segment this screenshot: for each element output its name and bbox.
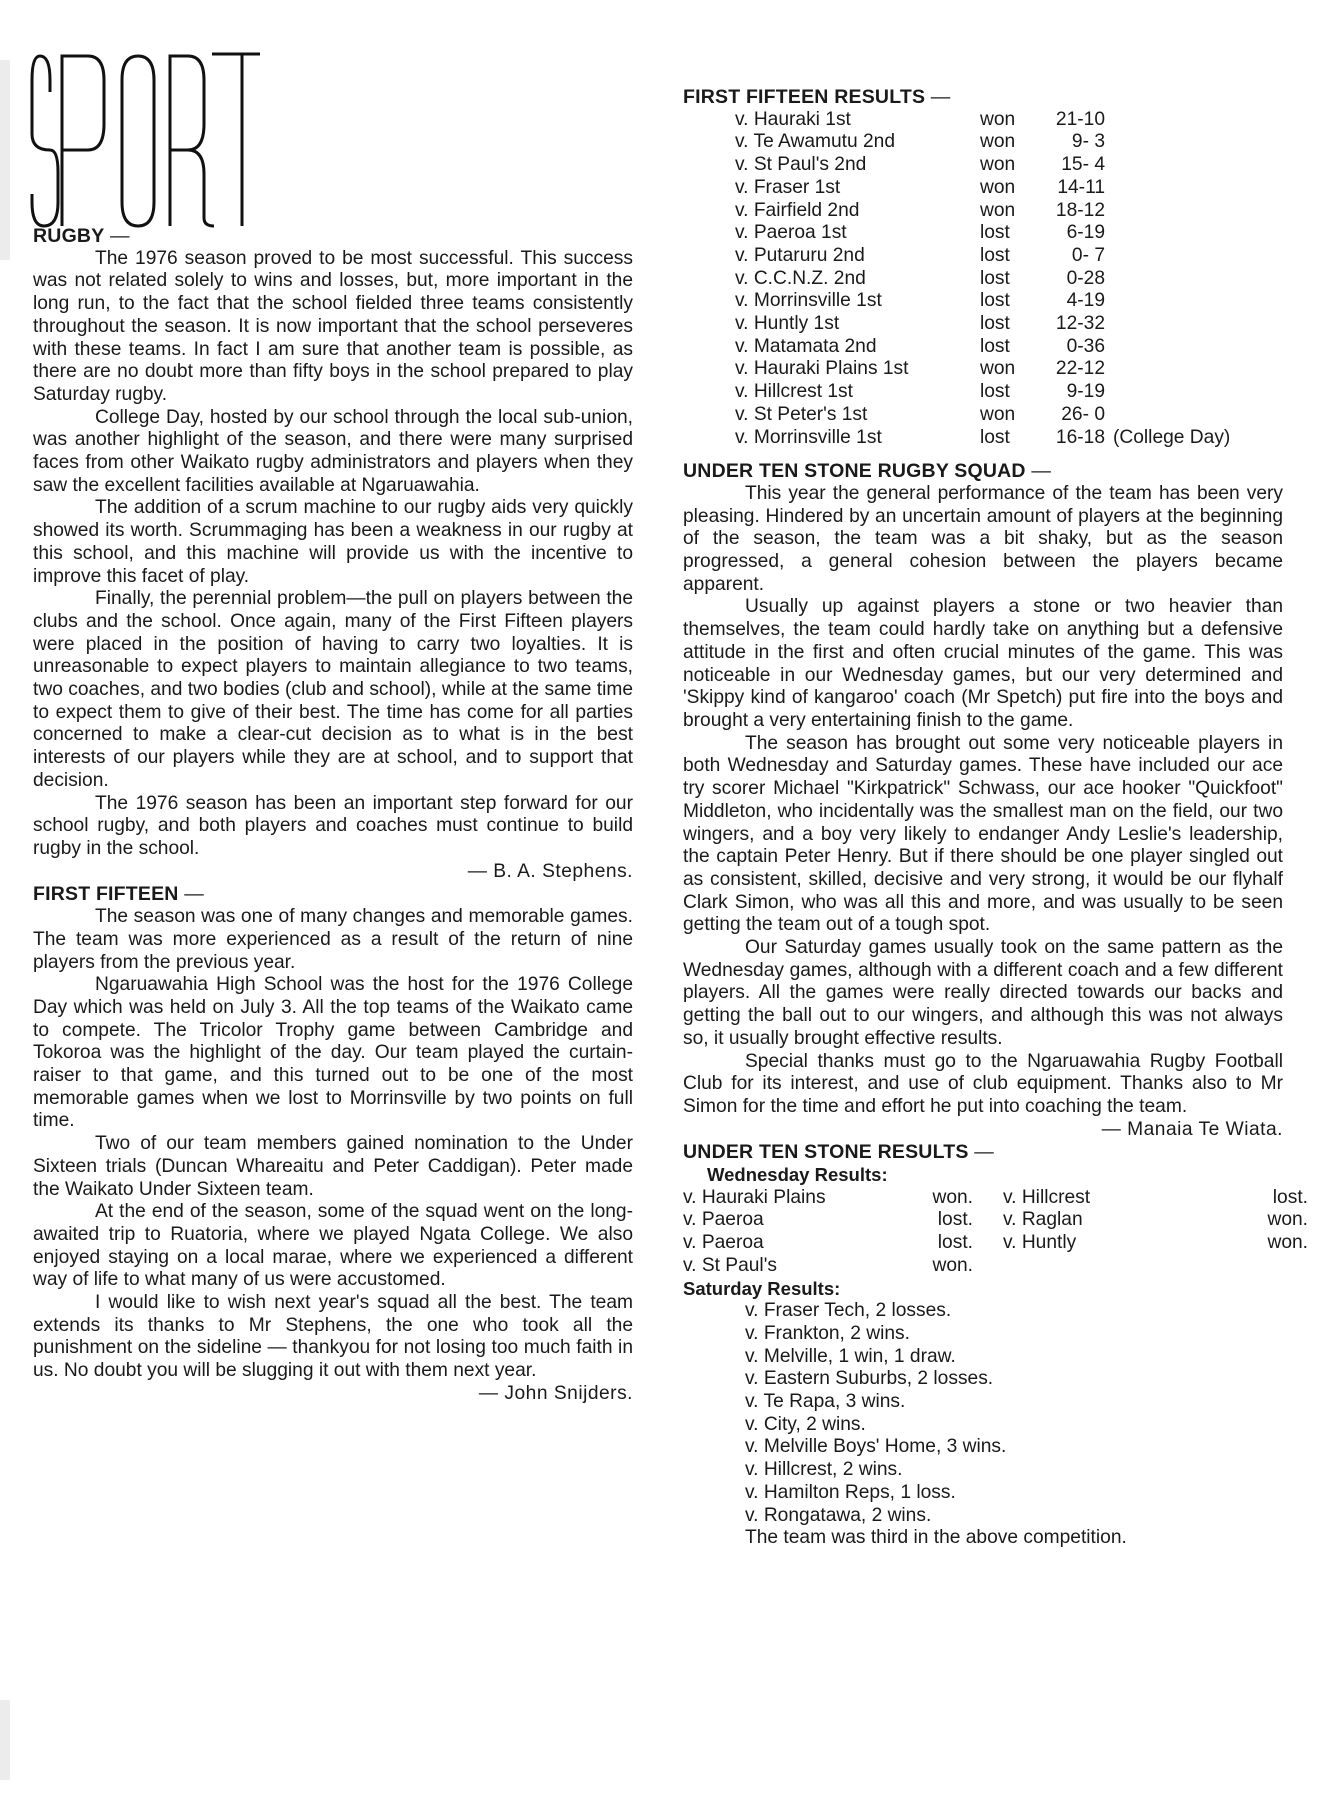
- opponent: v. Paeroa: [683, 1209, 764, 1231]
- saturday-results-list: [683, 1300, 1283, 1527]
- first-fifteen-heading: FIRST FIFTEEN —: [33, 883, 633, 906]
- result-row: [683, 381, 1283, 404]
- list-item: v. Frankton, 2 wins.: [745, 1322, 910, 1344]
- score: 0-28: [1066, 267, 1105, 289]
- result-row: [683, 336, 1283, 359]
- result-row: [683, 268, 1283, 291]
- score: 14-11: [1057, 176, 1105, 198]
- rugby-heading: RUGBY —: [33, 225, 633, 248]
- result-row: [683, 200, 1283, 223]
- first-fifteen-results-heading: FIRST FIFTEEN RESULTS —: [683, 86, 1283, 109]
- opponent: v. St Peter's 1st: [735, 403, 868, 425]
- score: 26- 0: [1061, 403, 1105, 425]
- first-fifteen-paragraph: I would like to wish next year's squad all the best. The team extends its thanks to Mr Stephens, the one who took all the punishment on the sideline — thankyou for not losing too much faith in us. No doubt you will be slugging it out with them next year.: [33, 1292, 633, 1382]
- opponent: v. Fairfield 2nd: [735, 199, 860, 221]
- opponent: v. Huntly: [1003, 1232, 1077, 1254]
- opponent: v. St Paul's 2nd: [735, 154, 867, 176]
- result: won.: [1267, 1209, 1308, 1231]
- list-item: v. Te Rapa, 3 wins.: [745, 1391, 906, 1413]
- result: lost: [980, 290, 1010, 312]
- left-column: [33, 225, 633, 1406]
- opponent: v. Morrinsville 1st: [735, 290, 882, 312]
- result: won: [980, 108, 1016, 130]
- score: 22-12: [1055, 358, 1105, 380]
- rugby-paragraph: The 1976 season proved to be most successful. This success was not related solely to wins and losses, but, more important in the long run, to the fact that the school fielded three teams consistently throughout the season. It is now important that the school perseveres with these teams. In fact I am sure that another team is possible, as there are no doubt more than fifty boys in the school prepared to play Saturday rugby.: [33, 247, 633, 405]
- opponent: v. Matamata 2nd: [735, 335, 877, 357]
- score: 4-19: [1066, 290, 1105, 312]
- result-row: [683, 404, 1283, 427]
- result-row: [683, 358, 1283, 381]
- result: lost: [980, 244, 1010, 266]
- result-row: [683, 427, 1283, 450]
- opponent: v. St Paul's: [683, 1254, 777, 1276]
- first-fifteen-paragraph: Ngaruawahia High School was the host for the 1976 College Day which was held on July 3. All the top teams of the Waikato came to compete. The Tricolor Trophy game between Cambridge and Tokoroa was the highlight of the day. Our team played the curtain-raiser to that game, and this turned out to be one of the most memorable games when we lost to Morrinsville by two points on full time.: [33, 974, 633, 1132]
- list-item: v. Fraser Tech, 2 losses.: [745, 1300, 952, 1322]
- result-row: [683, 245, 1283, 268]
- first-fifteen-paragraph: The season was one of many changes and memorable games. The team was more experienced as a result of the return of nine players from the previous year.: [33, 906, 633, 973]
- wednesday-results-table: [683, 1186, 1308, 1278]
- first-fifteen-results-table: [683, 109, 1283, 450]
- list-item: v. Melville, 1 win, 1 draw.: [745, 1345, 956, 1367]
- list-item: v. Hillcrest, 2 wins.: [745, 1459, 903, 1481]
- opponent: v. Paeroa 1st: [735, 222, 847, 244]
- opponent: v. Te Awamutu 2nd: [735, 131, 895, 153]
- right-column: [683, 86, 1308, 1550]
- rugby-paragraph: The 1976 season has been an important step forward for our school rugby, and both players and coaches must continue to build rugby in the school.: [33, 792, 633, 859]
- under-ten-stone-paragraph: This year the general performance of the team has been very pleasing. Hindered by an uncertain amount of players at the beginning of the season, the team was a bit shaky, but as the season progressed, a general cohesion between the players became apparent.: [683, 482, 1283, 595]
- result: won: [980, 199, 1016, 221]
- under-ten-stone-paragraph: Our Saturday games usually took on the same pattern as the Wednesday games, although with a different coach and a few different players. All the games were really directed towards our backs and getting the ball out to our wingers, and although this was not always so, it usually brought effective results.: [683, 937, 1283, 1049]
- result-row: [683, 109, 1283, 132]
- result-row: [683, 313, 1283, 336]
- result: lost: [980, 267, 1010, 289]
- result-row: [683, 154, 1283, 177]
- score: 0-36: [1066, 335, 1105, 357]
- opponent: v. Hillcrest: [1003, 1186, 1091, 1208]
- scan-edge: [0, 60, 10, 260]
- result: won: [980, 131, 1016, 153]
- closing-note: The team was third in the above competition.: [745, 1527, 1127, 1549]
- result: won: [980, 403, 1016, 425]
- sport-masthead: [30, 52, 260, 230]
- result: lost: [980, 335, 1010, 357]
- result: lost.: [937, 1209, 973, 1231]
- result-row: [683, 131, 1283, 154]
- result: won.: [1267, 1232, 1308, 1254]
- result: lost: [980, 222, 1010, 244]
- under-ten-stone-paragraph: Usually up against players a stone or two heavier than themselves, the team could hardly take on anything but a defensive attitude in the first and often crucial minutes of the game. This was noticeable in our Wednesday games, but our very determined and 'Skippy kind of kangaroo' coach (Mr Spetch) put fire into the boys and brought a very entertaining finish to the game.: [683, 596, 1283, 731]
- saturday-results-label: Saturday Results:: [683, 1277, 841, 1299]
- score: 6-19: [1066, 222, 1105, 244]
- under-ten-stone-results-heading: UNDER TEN STONE RESULTS —: [683, 1141, 1283, 1164]
- opponent: v. Raglan: [1003, 1209, 1083, 1231]
- opponent: v. C.C.N.Z. 2nd: [735, 267, 866, 289]
- result: lost: [980, 426, 1010, 448]
- result: won: [980, 358, 1016, 380]
- first-fifteen-signature: — John Snijders.: [478, 1382, 633, 1404]
- result-row: [683, 290, 1283, 313]
- score: 18-12: [1055, 199, 1105, 221]
- result: won.: [932, 1186, 973, 1208]
- under-ten-stone-paragraph: Special thanks must go to the Ngaruawahia Rugby Football Club for its interest, and use of club equipment. Thanks also to Mr Simon for the time and effort he put into coaching the team.: [683, 1050, 1283, 1117]
- note: (College Day): [1113, 426, 1231, 448]
- list-item: v. Eastern Suburbs, 2 losses.: [745, 1368, 994, 1390]
- sport-title-lettering: [30, 52, 260, 230]
- under-ten-stone-paragraph: The season has brought out some very noticeable players in both Wednesday and Saturday games. These have included our ace try scorer Michael "Kirkpatrick" Schwass, our ace hooker "Quickfoot" Middleton, who incidentally was the smallest man on the field, our two wingers, and a boy very likely to endanger Andy Leslie's leadership, the captain Peter Henry. But if there should be one player singled out as consistent, skilled, decisive and very strong, it would be our flyhalf Clark Simon, who was all this and more, and was usually to be seen getting the team out of a tough spot.: [683, 732, 1283, 936]
- score: 16-18: [1055, 426, 1105, 448]
- opponent: v. Hauraki Plains 1st: [735, 358, 909, 380]
- score: 15- 4: [1061, 154, 1105, 176]
- opponent: v. Hauraki Plains: [683, 1186, 826, 1208]
- result: won: [980, 176, 1016, 198]
- first-fifteen-paragraph: Two of our team members gained nomination to the Under Sixteen trials (Duncan Whareaitu and Peter Caddigan). Peter made the Waikato Under Sixteen team.: [33, 1133, 633, 1200]
- rugby-paragraph: The addition of a scrum machine to our rugby aids very quickly showed its worth. Scrummaging has been a weakness in our rugby at this school, and this machine will provide us with the incentive to improve this facet of play.: [33, 497, 633, 587]
- score: 9- 3: [1071, 131, 1105, 153]
- opponent: v. Putaruru 2nd: [735, 244, 865, 266]
- opponent: v. Hauraki 1st: [735, 108, 851, 130]
- opponent: v. Hillcrest 1st: [735, 381, 853, 403]
- rugby-signature: — B. A. Stephens.: [467, 860, 633, 882]
- first-fifteen-paragraph: At the end of the season, some of the squad went on the long-awaited trip to Ruatoria, where we played Ngata College. We also enjoyed staying on a local marae, where we experienced a different way of life to what many of us were accustomed.: [33, 1201, 633, 1291]
- under-ten-stone-heading: UNDER TEN STONE RUGBY SQUAD —: [683, 460, 1283, 483]
- opponent: v. Huntly 1st: [735, 313, 840, 335]
- rugby-paragraph: Finally, the perennial problem—the pull on players between the clubs and the school. Once again, many of the First Fifteen players were placed in the position of having to carry two loyalties. It is unreasonable to expect players to maintain allegiance to two teams, two coaches, and two bodies (club and school), while at the same time to expect them to give of their best. The time has come for all parties concerned to make a clear-cut decision as to what is in the best interests of our players while they are at school, and to support that decision.: [33, 588, 633, 791]
- scan-edge: [0, 1700, 10, 1780]
- result: won: [980, 154, 1016, 176]
- opponent: v. Morrinsville 1st: [735, 426, 882, 448]
- opponent: v. Fraser 1st: [735, 176, 841, 198]
- opponent: v. Paeroa: [683, 1232, 764, 1254]
- result: lost: [980, 381, 1010, 403]
- list-item: v. City, 2 wins.: [745, 1413, 866, 1435]
- result: lost.: [937, 1232, 973, 1254]
- list-item: v. Melville Boys' Home, 3 wins.: [745, 1436, 1007, 1458]
- score: 9-19: [1066, 381, 1105, 403]
- list-item: v. Hamilton Reps, 1 loss.: [745, 1481, 956, 1503]
- result-row: [683, 222, 1283, 245]
- list-item: v. Rongatawa, 2 wins.: [745, 1504, 932, 1526]
- rugby-paragraph: College Day, hosted by our school through the local sub-union, was another highlight of the season, and there were many surprised faces from other Waikato rugby administrators and players when they saw the excellent facilities available at Ngaruawahia.: [33, 406, 633, 496]
- result: won.: [932, 1254, 973, 1276]
- result: lost.: [1272, 1186, 1308, 1208]
- score: 21-10: [1055, 108, 1105, 130]
- wednesday-results-label: Wednesday Results:: [707, 1164, 888, 1186]
- result-row: [683, 177, 1283, 200]
- under-ten-stone-signature: — Manaia Te Wiata.: [1101, 1118, 1283, 1140]
- result: lost: [980, 313, 1010, 335]
- score: 0- 7: [1071, 244, 1105, 266]
- score: 12-32: [1055, 313, 1105, 335]
